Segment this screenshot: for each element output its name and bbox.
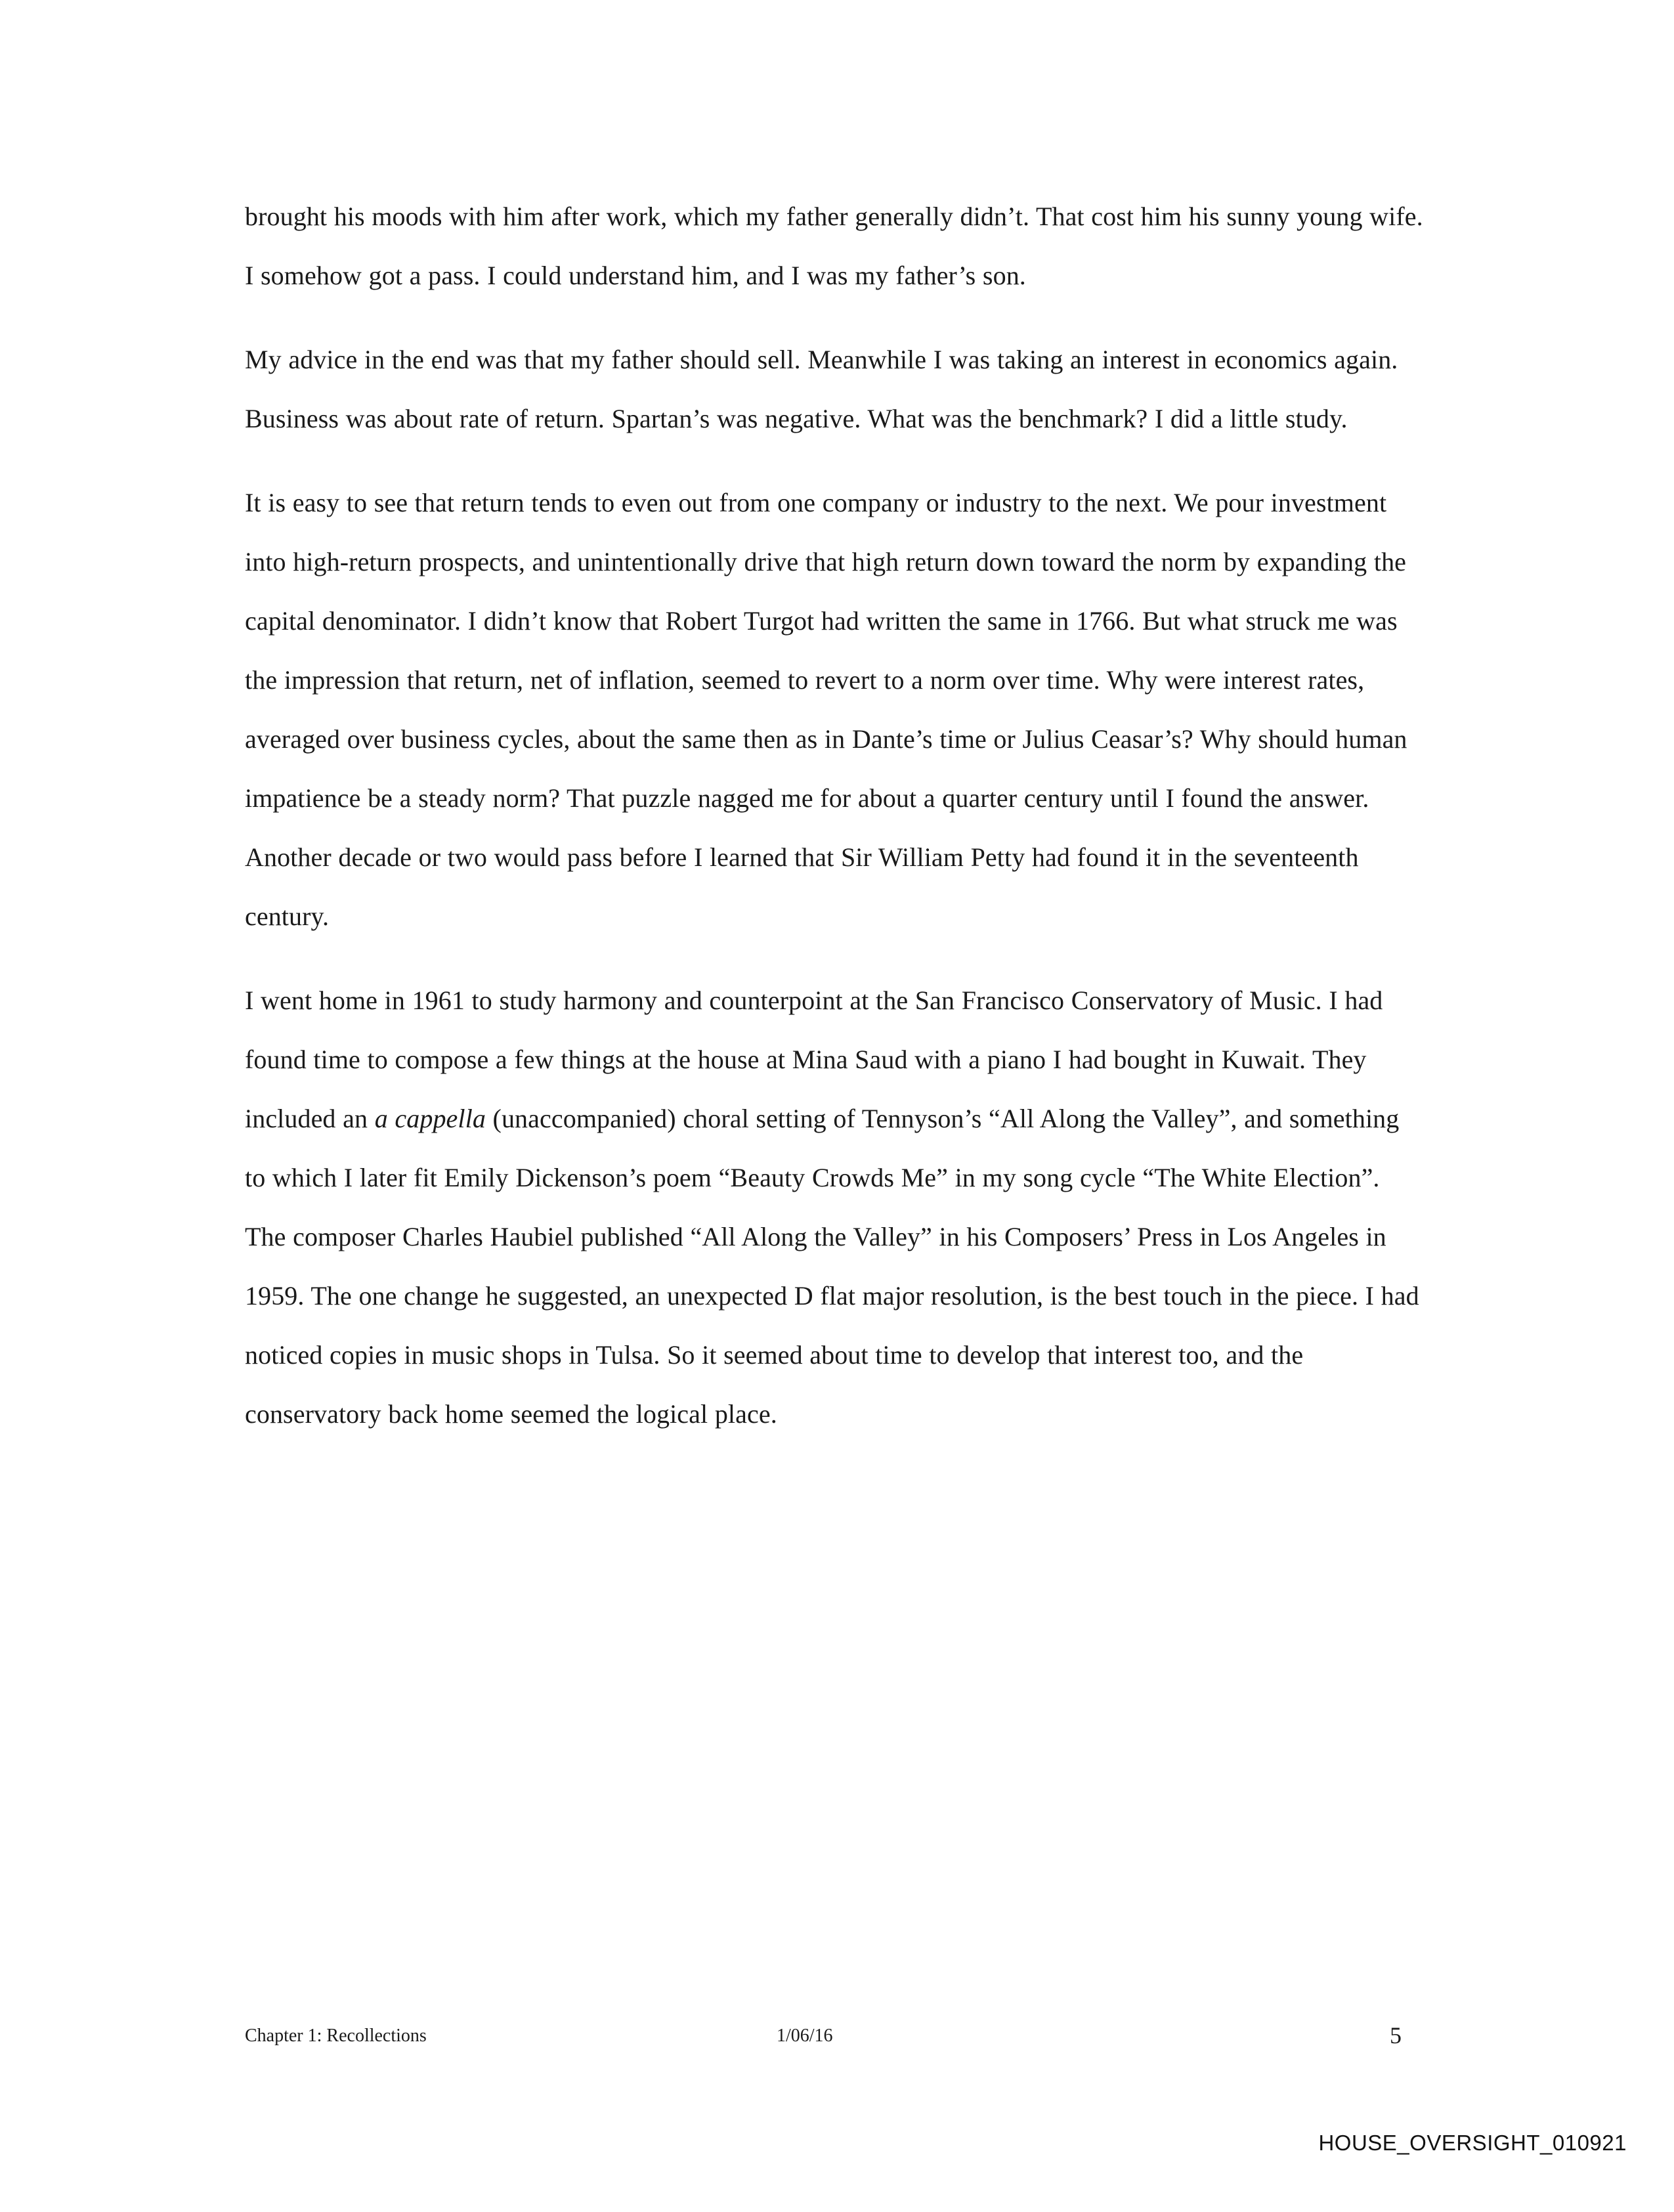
- paragraph-4-italic-term: a cappella: [374, 1104, 486, 1133]
- footer-date: 1/06/16: [777, 2026, 833, 2046]
- page-footer: [245, 2022, 1427, 2052]
- paragraph-4: [245, 971, 1427, 1444]
- document-body: [245, 187, 1427, 1444]
- footer-page-number: 5: [1390, 2022, 1402, 2049]
- bates-stamp: HOUSE_OVERSIGHT_010921: [1318, 2131, 1627, 2155]
- footer-chapter-label: Chapter 1: Recollections: [245, 2026, 427, 2046]
- paragraph-1: brought his moods with him after work, which my father generally didn’t. That cost him his sunny young wife. I somehow got a pass. I could understand him, and I was my father’s son.: [245, 202, 1423, 290]
- paragraph-2: My advice in the end was that my father should sell. Meanwhile I was taking an interest in economics again. Business was about rate of return. Spartan’s was negative. What was the benchmark? I did a little study.: [245, 345, 1398, 433]
- paragraph-3: It is easy to see that return tends to even out from one company or industry to the next. We pour investment into high-return prospects, and unintentionally drive that high return down toward the norm by expanding the capital denominator. I didn’t know that Robert Turgot had written the same in 1766. But what struck me was the impression that return, net of inflation, seemed to revert to a norm over time. Why were interest rates, averaged over business cycles, about the same then as in Dante’s time or Julius Ceasar’s? Why should human impatience be a steady norm? That puzzle nagged me for about a quarter century until I found the answer. Another decade or two would pass before I learned that Sir William Petty had found it in the seventeenth century.: [245, 488, 1407, 931]
- paragraph-4-part1: I went home in 1961 to study harmony and counterpoint at the San Francisco Conservatory of Music. I had found time to compose a few things at the house at Mina Saud with a piano I had bought in Kuwait. They included an: [245, 986, 1383, 1133]
- paragraph-4-part2: (unaccompanied) choral setting of Tennyson’s “All Along the Valley”, and something to which I later fit Emily Dickenson’s poem “Beauty Crowds Me” in my song cycle “The White Election”. The composer Charles Haubiel published “All Along the Valley” in his Composers’ Press in Los Angeles in 1959. The one change he suggested, an unexpected D flat major resolution, is the best touch in the piece. I had noticed copies in music shops in Tulsa. So it seemed about time to develop that interest too, and the conservatory back home seemed the logical place.: [245, 1104, 1419, 1429]
